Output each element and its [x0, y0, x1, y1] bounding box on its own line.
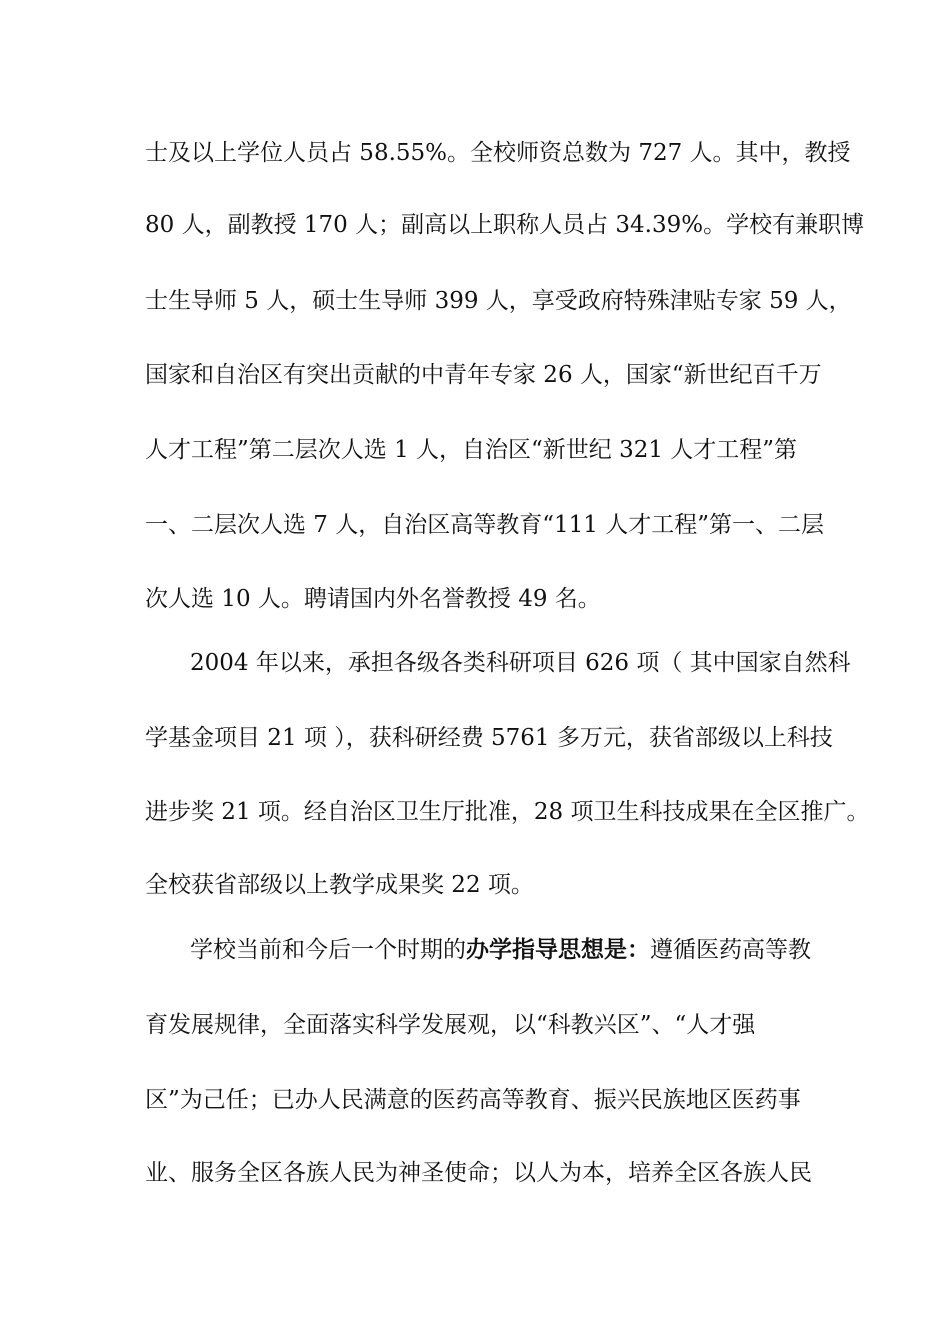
paragraph-1-line-6: 一、二层次人选 7 人，自治区高等教育“111 人才工程”第一、二层 — [145, 512, 824, 538]
paragraph-3-prefix: 学校当前和今后一个时期的 — [190, 937, 466, 963]
paragraph-2-line-2: 学基金项目 21 项 ），获科研经费 5761 多万元，获省部级以上科技 — [145, 725, 833, 751]
paragraph-2-line-3: 进步奖 21 项。经自治区卫生厅批准，28 项卫生科技成果在全区推广。 — [145, 799, 870, 825]
paragraph-1-line-4: 国家和自治区有突出贡献的中青年专家 26 人，国家“新世纪百千万 — [145, 362, 822, 388]
guiding-ideology-heading: 办学指导思想是： — [466, 936, 650, 963]
paragraph-3-line-4: 业、服务全区各族人民为神圣使命；以人为本，培养全区各族人民 — [145, 1160, 812, 1186]
paragraph-1-line-7: 次人选 10 人。聘请国内外名誉教授 49 名。 — [145, 586, 601, 612]
paragraph-3-line-3: 区”为己任；已办人民满意的医药高等教育、振兴民族地区医药事 — [145, 1087, 801, 1113]
paragraph-1-line-5: 人才工程”第二层次人选 1 人，自治区“新世纪 321 人才工程”第 — [145, 437, 798, 463]
paragraph-3-suffix: 遵循医药高等教 — [650, 937, 811, 963]
paragraph-3-line-1 — [190, 935, 811, 965]
paragraph-1-line-2: 80 人，副教授 170 人；副高以上职称人员占 34.39%。学校有兼职博 — [145, 212, 865, 238]
paragraph-2-line-4: 全校获省部级以上教学成果奖 22 项。 — [145, 872, 534, 898]
paragraph-1-line-1: 士及以上学位人员占 58.55%。全校师资总数为 727 人。其中，教授 — [145, 140, 851, 166]
paragraph-3-line-2: 育发展规律，全面落实科学发展观，以“科教兴区”、“人才强 — [145, 1012, 756, 1038]
paragraph-1-line-3: 士生导师 5 人，硕士生导师 399 人，享受政府特殊津贴专家 59 人， — [145, 288, 852, 314]
paragraph-2-line-1: 2004 年以来，承担各级各类科研项目 626 项（ 其中国家自然科 — [190, 650, 851, 676]
